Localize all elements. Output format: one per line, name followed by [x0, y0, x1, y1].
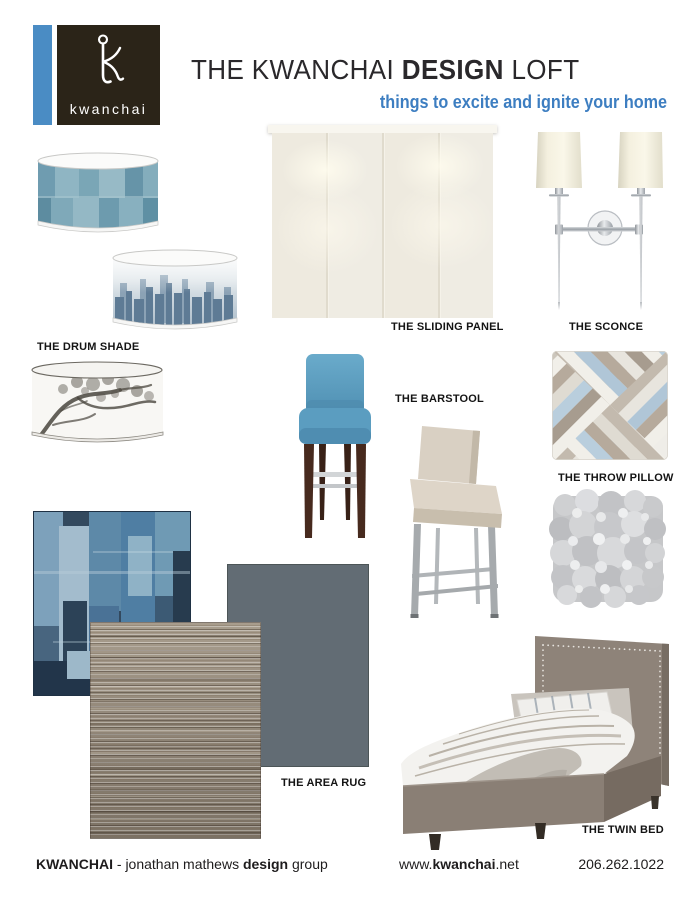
footer-group: group: [288, 856, 328, 872]
drum-shade-branches-image: [31, 361, 164, 453]
title-part-loft: LOFT: [503, 54, 580, 85]
twin-bed-image: [399, 636, 671, 852]
website-link[interactable]: [399, 856, 519, 872]
sliding-panel-rail: [268, 125, 497, 133]
kwanchai-k-logo-icon: [90, 33, 126, 91]
throw-pillow-geometric-image: [551, 349, 669, 462]
kwanchai-logo: [57, 25, 160, 125]
url-prefix: www.: [399, 856, 433, 872]
footer-brand-line: [36, 856, 328, 872]
barstool-label: THE BARSTOOL: [395, 393, 484, 405]
ruffle-pillow-image: [549, 491, 667, 606]
url-brand: kwanchai: [432, 856, 496, 872]
title-part-design: DESIGN: [401, 54, 504, 85]
area-rug-label: THE AREA RUG: [281, 777, 367, 789]
drum-shade-blue-geometric-image: [37, 152, 159, 242]
title-part-1: THE KWANCHAI: [191, 54, 402, 85]
sconce-image: [535, 132, 663, 318]
drum-shade-cityscape-image: [112, 249, 238, 339]
throw-pillow-label: THE THROW PILLOW: [558, 472, 674, 484]
sconce-label: THE SCONCE: [569, 321, 644, 333]
phone-number: 206.262.1022: [578, 856, 664, 872]
footer-design-bold: design: [242, 856, 289, 872]
twin-bed-label: THE TWIN BED: [582, 824, 664, 836]
drum-shade-label: THE DRUM SHADE: [37, 341, 140, 353]
footer-brand: KWANCHAI: [36, 856, 113, 872]
logo-wordmark: kwanchai: [69, 101, 148, 117]
footer-owner: - jonathan mathews: [113, 856, 243, 872]
sliding-panel-panes: [272, 133, 493, 318]
barstool-beige-image: [400, 424, 512, 620]
barstool-blue-image: [295, 352, 375, 540]
page-title: [191, 54, 579, 86]
url-suffix: .net: [495, 856, 519, 872]
area-rug-striped-image: [90, 622, 261, 839]
sliding-panel-label: THE SLIDING PANEL: [391, 321, 504, 333]
tagline: things to excite and ignite your home: [379, 92, 667, 112]
sliding-panel-image: [272, 125, 493, 318]
logo-accent-bar: [33, 25, 52, 125]
